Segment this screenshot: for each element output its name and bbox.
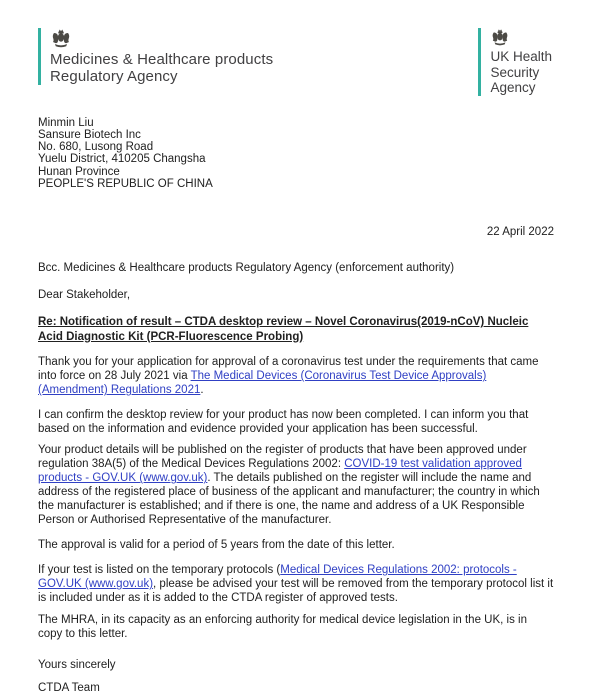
letter-date: 22 April 2022	[486, 226, 554, 239]
body-paragraph	[38, 355, 554, 397]
ukhsa-wordmark-line2: Security	[490, 64, 540, 80]
ukhsa-wordmark	[490, 49, 552, 96]
hyperlink[interactable]: Medical Devices Regulations 2002: protocols - GOV.UK (www.gov.uk)	[38, 564, 517, 591]
mhra-wordmark-line2: Regulatory Agency	[50, 68, 178, 85]
body-paragraph	[38, 613, 554, 641]
recipient-line: PEOPLE'S REPUBLIC OF CHINA	[38, 177, 213, 190]
paragraph-text: . The details published on the register will include the name and address of the registered place of business of the applicant and manufacturer; the country in which the manufacturer is established; and if there is one, the name and address of a UK Responsible Person or Authorised Representative of the manufacturer.	[38, 472, 540, 527]
paragraph-text: .	[200, 384, 204, 397]
body-paragraph	[38, 538, 554, 552]
recipient-line: Hunan Province	[38, 165, 120, 178]
ukhsa-wordmark-line1: UK Health	[490, 49, 552, 64]
royal-crest-icon	[50, 28, 72, 48]
recipient-line: Minmin Liu	[38, 116, 94, 129]
paragraph-text: The approval is valid for a period of 5 years from the date of this letter.	[38, 539, 395, 552]
paragraph-text: Your product details will be published on the register of products that have been approved under regulation 38A(5) of the Medical Devices Regulations 2002:	[38, 444, 527, 471]
closing: Yours sincerely	[38, 659, 116, 672]
hyperlink[interactable]: COVID-19 test validation approved products - GOV.UK (www.gov.uk)	[38, 458, 522, 485]
recipient-address	[38, 117, 554, 191]
ukhsa-logo	[478, 28, 552, 96]
subject-line: Re: Notification of result – CTDA desktop review – Novel Coronavirus(2019-nCoV) Nucleic Acid Diagnostic Kit (PCR-Fluorescence Probing)	[38, 316, 529, 343]
paragraph-text: I can confirm the desktop review for your product has now been completed. I can inform you that based on the information and evidence provided your application has been successful.	[38, 409, 529, 436]
letter-header	[38, 28, 554, 96]
royal-crest-icon	[490, 28, 510, 46]
body-paragraph	[38, 408, 554, 436]
recipient-line: Sansure Biotech Inc	[38, 128, 141, 141]
salutation: Dear Stakeholder,	[38, 289, 131, 302]
mhra-wordmark	[50, 51, 273, 85]
body-paragraph	[38, 443, 554, 527]
recipient-line: Yuelu District, 410205 Changsha	[38, 153, 206, 166]
hyperlink[interactable]: The Medical Devices (Coronavirus Test Device Approvals) (Amendment) Regulations 2021	[38, 370, 487, 397]
recipient-line: No. 680, Lusong Road	[38, 141, 154, 154]
ukhsa-wordmark-line3: Agency	[490, 80, 536, 95]
paragraph-text: The MHRA, in its capacity as an enforcing authority for medical device legislation in the UK, is in copy to this letter.	[38, 614, 527, 641]
signature: CTDA Team	[38, 682, 100, 695]
bcc-line: Bcc. Medicines & Healthcare products Regulatory Agency (enforcement authority)	[38, 262, 455, 275]
paragraph-text: Thank you for your application for approval of a coronavirus test under the requirements that came into force on 28 July 2021 via	[38, 356, 539, 383]
paragraph-text: If your test is listed on the temporary protocols (	[38, 564, 281, 577]
paragraph-text: , please be advised your test will be removed from the temporary protocol list it is included under as it is added to the CTDA register of approved tests.	[38, 578, 554, 605]
mhra-wordmark-line1: Medicines & Healthcare products	[50, 51, 274, 68]
body-paragraph	[38, 563, 554, 605]
mhra-logo	[38, 28, 273, 85]
